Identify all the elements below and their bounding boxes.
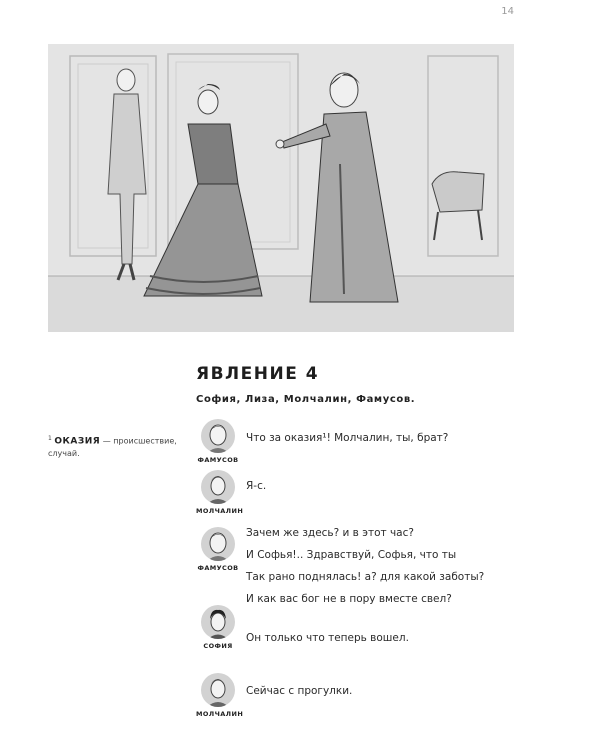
famusov-portrait-icon	[201, 527, 235, 561]
speaker-famusov	[196, 419, 240, 464]
dialogue-line: Я-с.	[246, 480, 267, 492]
scene-characters: София, Лиза, Молчалин, Фамусов.	[196, 394, 416, 405]
dialogue-line: И как вас бог не в пору вместе свел?	[246, 593, 452, 605]
sofia-portrait-icon	[201, 605, 235, 639]
speaker-famusov	[196, 527, 240, 572]
speaker-molchalin	[196, 470, 244, 515]
speaker-name: ФАМУСОВ	[197, 456, 239, 464]
footnote-gloss	[48, 433, 188, 460]
speaker-sofia	[196, 605, 240, 650]
dialogue-line: Что за оказия¹! Молчалин, ты, брат?	[246, 432, 449, 444]
speaker-name: ФАМУСОВ	[197, 564, 239, 572]
gloss-definition: — происшествие, случай.	[48, 436, 177, 458]
molchalin-portrait-icon	[201, 673, 235, 707]
dialogue-line: Сейчас с прогулки.	[246, 685, 353, 697]
famusov-portrait-icon	[201, 419, 235, 453]
theatre-scene-illustration	[48, 44, 514, 332]
footnote-marker: 1	[48, 435, 52, 442]
scene-title: ЯВЛЕНИЕ 4	[196, 364, 320, 384]
speaker-name: МОЛЧАЛИН	[196, 710, 244, 718]
dialogue-line: Зачем же здесь? и в этот час?	[246, 527, 414, 539]
speaker-name: МОЛЧАЛИН	[196, 507, 244, 515]
dialogue-line: Так рано поднялась! а? для какой заботы?	[246, 571, 485, 583]
speaker-name: СОФИЯ	[203, 642, 233, 650]
gloss-term: ОКАЗИЯ	[54, 436, 101, 447]
scene-illustration	[48, 44, 514, 332]
dialogue-line: И Софья!.. Здравствуй, Софья, что ты	[246, 549, 457, 561]
speaker-molchalin	[196, 673, 244, 718]
dialogue-line: Он только что теперь вошел.	[246, 632, 409, 644]
page-number: 14	[501, 6, 514, 17]
molchalin-portrait-icon	[201, 470, 235, 504]
